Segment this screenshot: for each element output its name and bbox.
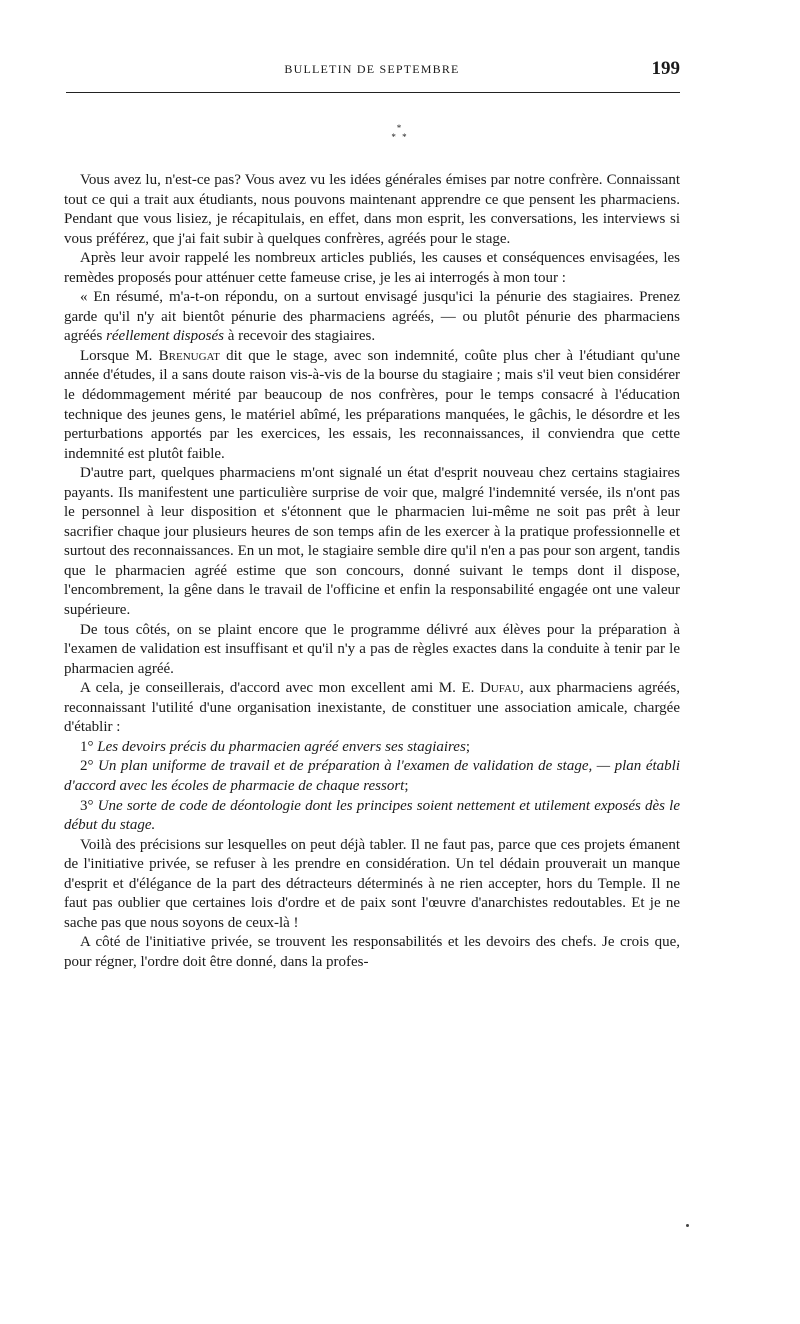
margin-speck xyxy=(686,1224,689,1227)
paragraph-8: Voilà des précisions sur lesquelles on peut déjà tabler. Il ne faut pas, parce que ces projets émanent de l'initiative privée, se refuser à les prendre en considération. Un tel dédain prouverait un manque d'esprit et d'élégance de la part des détracteurs déterminés à ne rien accepter, hors du Temple. Il ne faut pas oublier que certaines lois d'ordre et de paix sont l'œuvre d'anarchistes redoutables. Et je ne sache pas que nous soyons de ceux-là ! xyxy=(64,836,680,931)
list-item-number: 2° xyxy=(80,758,94,775)
person-name-brenugat: Brenugat xyxy=(158,347,220,364)
paragraph-3-quote xyxy=(64,288,680,347)
person-name-dufau: Dufau xyxy=(479,680,520,697)
paragraph-3-text-start: « En résumé, m'a-t-on répondu, on a surtout envisagé jusqu'ici la pénurie des stagiaires. Prenez garde qu'il n'y ait bientôt pénurie des pharmaciens agréés, — ou plutôt pénurie des pharmaciens agréés xyxy=(64,289,680,345)
list-item-1 xyxy=(64,738,680,758)
paragraph-9: A côté de l'initiative privée, se trouvent les responsabilités et les devoirs des chefs. Je crois que, pour régner, l'ordre doit être donné, dans la profes- xyxy=(64,934,680,970)
asterism-top: * xyxy=(396,123,404,133)
paragraph-4-text-end: dit que le stage, avec son indemnité, coûte plus cher à l'étudiant qu'une année d'études, il a sans doute raison vis-à-vis de la bourse du stagiaire ; mais s'il veut bien considérer le dédommagement mérité par beaucoup de nos confrères, pour le temps consacré à l'éducation technique des jeunes gens, le matériel abîmé, les préparations manquées, le gâchis, le désordre et les perturbations apportés par les exercices, les essais, les reconnaissances, il conviendra que cette indemnité est plutôt faible. xyxy=(64,347,680,462)
running-title: BULLETIN DE SEPTEMBRE xyxy=(284,62,460,76)
list-item-text: Une sorte de code de déontologie dont les principes soient nettement et utilement exposés dès le début du stage. xyxy=(64,797,681,834)
emphasized-phrase: réellement disposés xyxy=(106,328,224,345)
list-item-suffix: ; xyxy=(465,738,470,755)
paragraph-1: Vous avez lu, n'est-ce pas? Vous avez vu les idées générales émises par notre confrère. Connaissant tout ce qui a trait aux étudiants, nous pouvons maintenant apprendre ce que pensent les pharmaciens. Pendant que vous lisiez, je récapitulais, en effet, dans mon esprit, les conversations, les interviews si vous préférez, que j'ai fait subir à quelques confrères, agréés pour le stage. xyxy=(64,172,680,247)
paragraph-7-text-end: , aux pharmaciens agréés, reconnaissant l'utilité d'une organisation inexistante, de constituer une association amicale, chargée d'établir : xyxy=(64,680,680,736)
list-item-suffix: ; xyxy=(404,777,409,794)
list-item-number: 1° xyxy=(80,738,94,755)
paragraph-5: D'autre part, quelques pharmaciens m'ont signalé un état d'esprit nouveau chez certains stagiaires payants. Ils manifestent une particulière surprise de voir que, malgré l'indemnité versée, ils n'ont pas le personnel à leur disposition et s'étonnent que le pharmacien lui-même ne soit pas prêt à leur sacrifier chaque jour plusieurs heures de son temps afin de les exercer à la pratique professionnelle et surtout des reconnaissances. En un mot, le stagiaire semble dire qu'il n'en a pas pour son argent, tandis que le pharmacien agréé estime que son concours, donné suivant le temps dont il dispose, l'encombrement, la gêne dans le travail de l'officine et enfin la responsabilité engagée ont une valeur supérieure. xyxy=(64,465,680,619)
paragraph-4 xyxy=(64,347,680,464)
list-item-text: Les devoirs précis du pharmacien agréé envers ses stagiaires xyxy=(97,738,466,755)
asterism-bottom: * * xyxy=(391,132,409,142)
paragraph-3-text-end: à recevoir des stagiaires. xyxy=(223,328,376,345)
paragraph-7-text-start: A cela, je conseillerais, d'accord avec mon excellent ami M. E. xyxy=(80,680,480,697)
paragraph-4-text-start: Lorsque M. xyxy=(80,347,159,364)
list-item-text: Un plan uniforme de travail et de préparation à l'examen de validation de stage, — plan établi d'accord avec les écoles de pharmacie de chaque ressort xyxy=(64,758,681,794)
article-body xyxy=(64,171,680,972)
list-item-2 xyxy=(64,757,680,796)
list-item-3 xyxy=(64,797,680,836)
paragraph-2: Après leur avoir rappelé les nombreux articles publiés, les causes et conséquences envisagées, les remèdes proposés pour atténuer cette fameuse crise, je les ai interrogés à mon tour : xyxy=(64,250,680,286)
header-rule xyxy=(66,92,680,93)
paragraph-7 xyxy=(64,679,680,738)
page-header xyxy=(64,58,680,82)
list-item-number: 3° xyxy=(80,797,94,814)
asterism-ornament xyxy=(0,124,800,142)
page-number: 199 xyxy=(651,58,680,79)
paragraph-6: De tous côtés, on se plaint encore que le programme délivré aux élèves pour la préparation à l'examen de validation est insuffisant et qu'il n'y a pas de règles exactes dans la conduite à tenir par le pharmacien agréé. xyxy=(64,621,680,677)
